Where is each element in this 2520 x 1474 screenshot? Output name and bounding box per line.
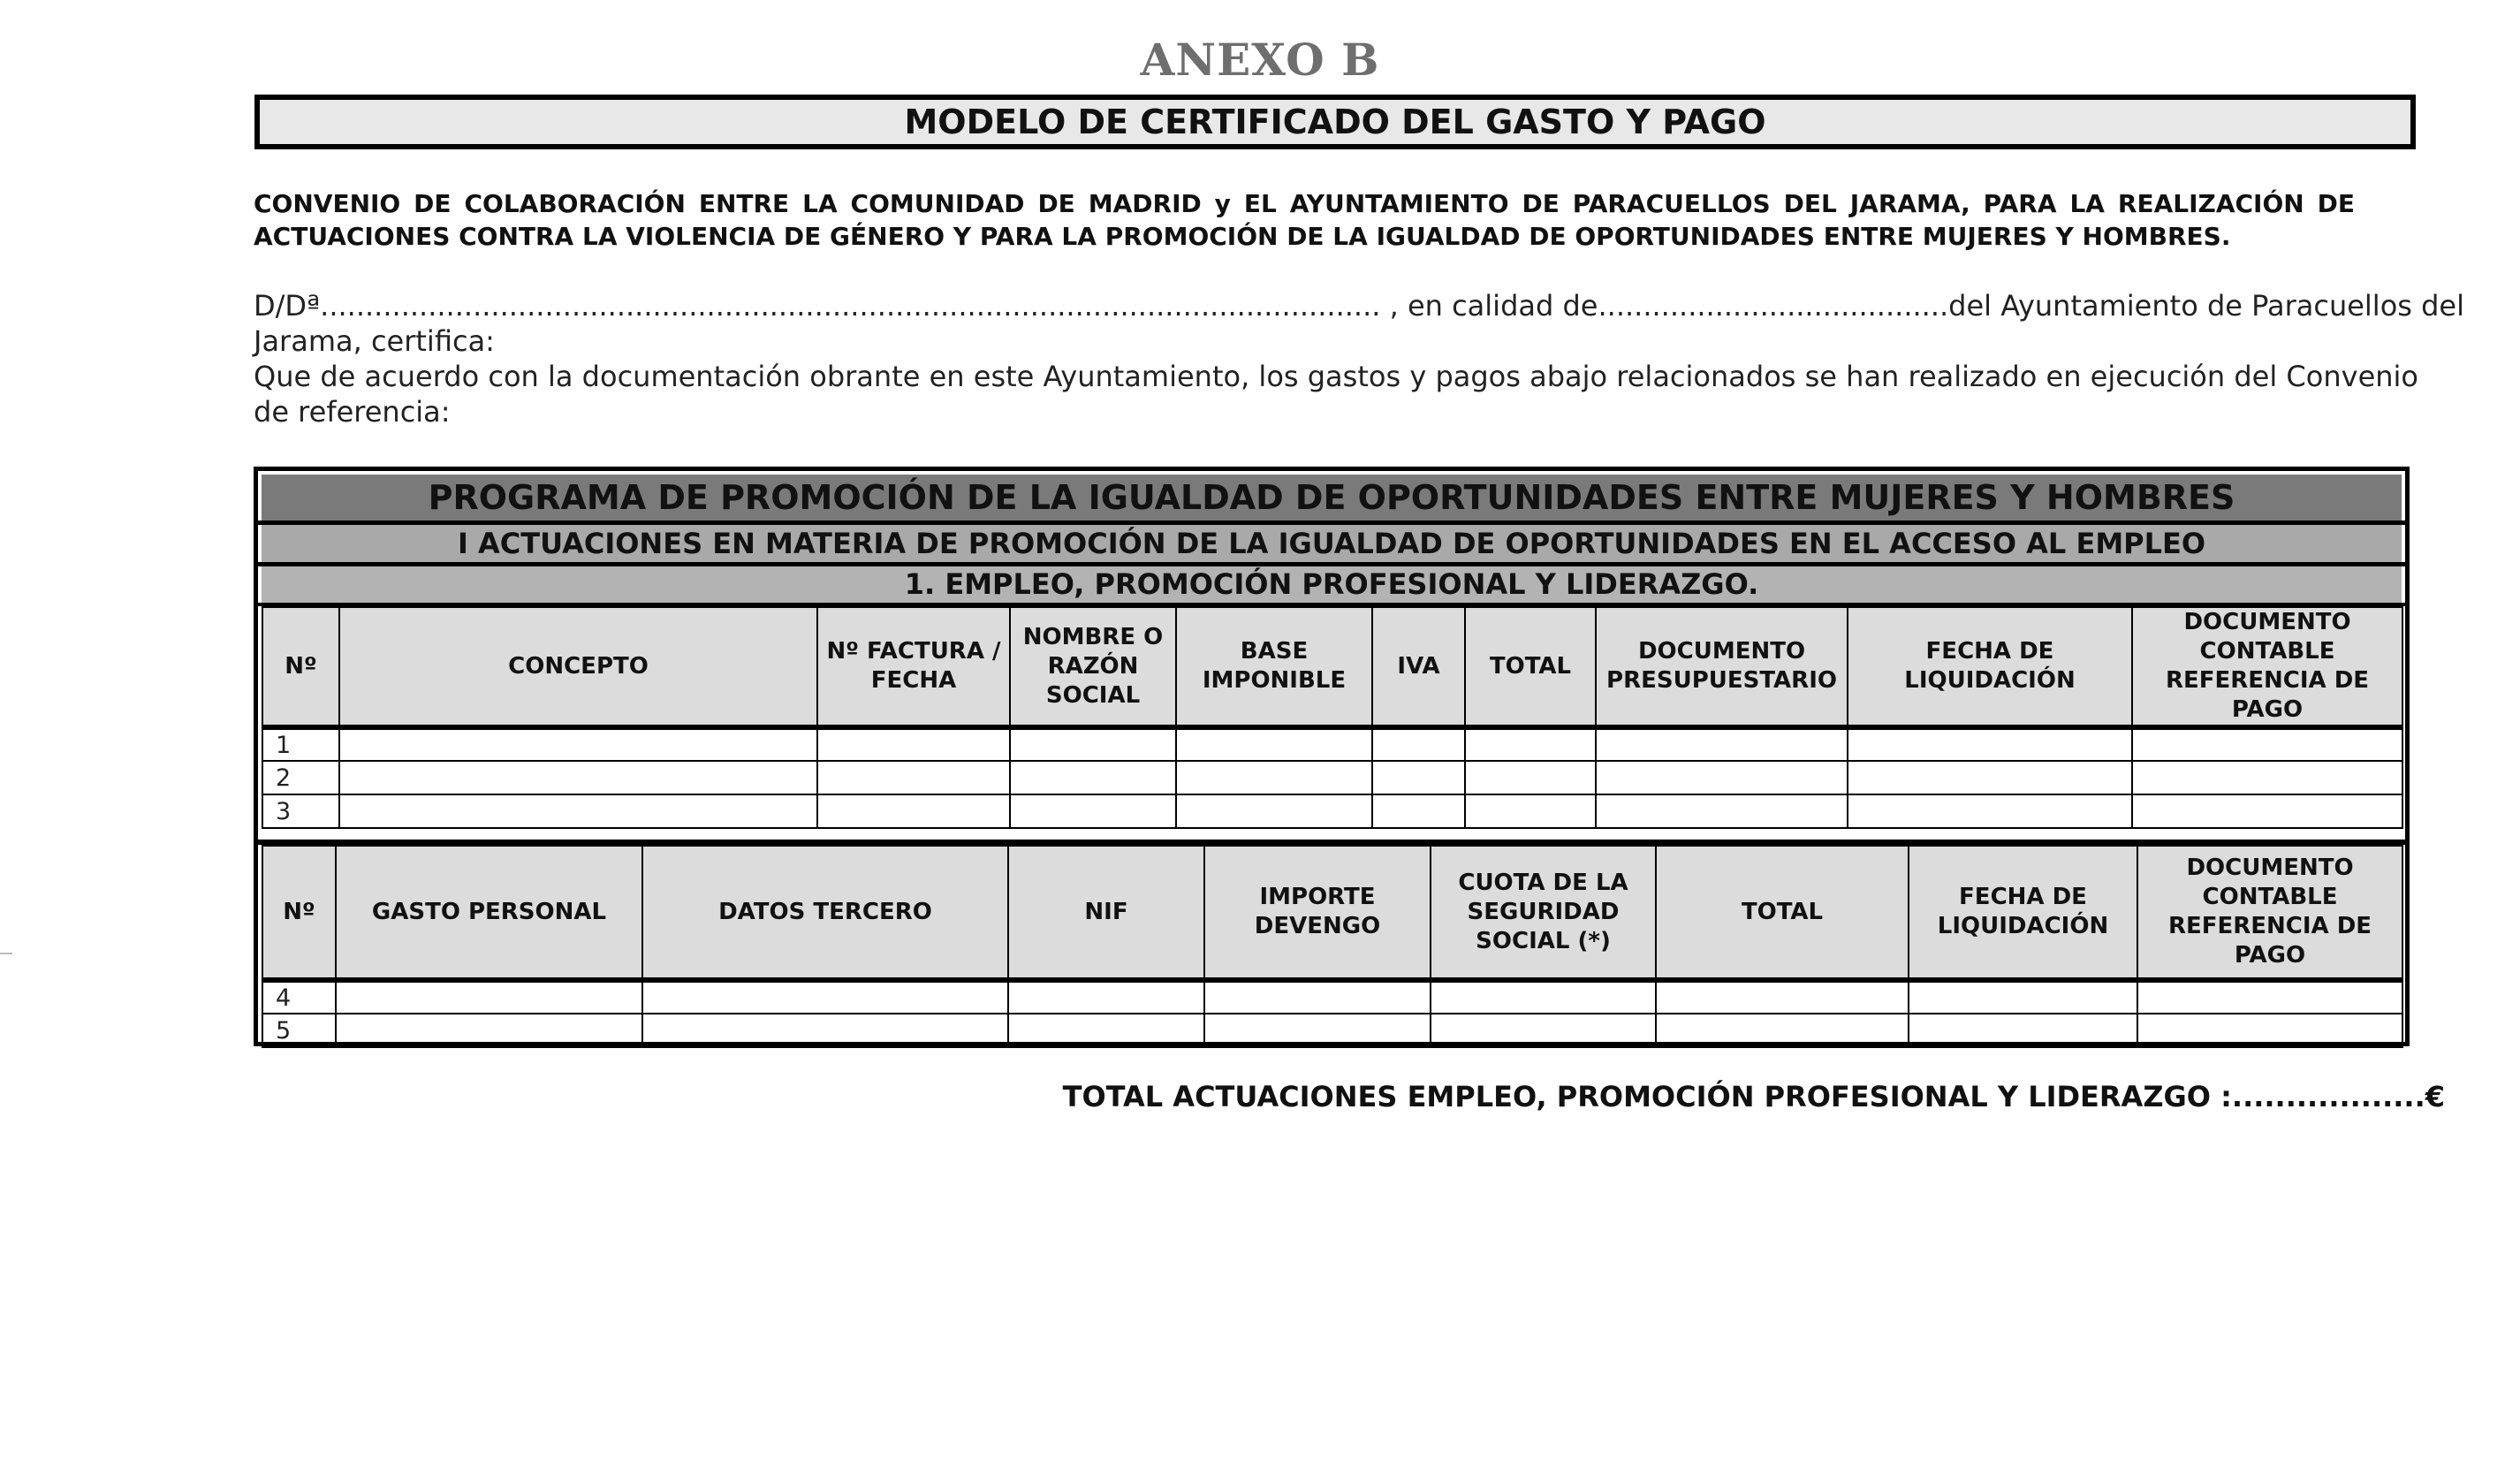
- factura-cell[interactable]: [817, 794, 1010, 828]
- header-gasto-personal: GASTO PERSONAL: [336, 846, 642, 980]
- empleo-band: 1. EMPLEO, PROMOCIÓN PROFESIONAL Y LIDERAZGO.: [262, 566, 2402, 603]
- factura-cell[interactable]: [817, 761, 1010, 794]
- header-fecha-liquidacion: FECHA DE LIQUIDACIÓN: [1848, 607, 2132, 727]
- row-number: 3: [262, 794, 339, 828]
- invoice-header-row: [262, 607, 2402, 727]
- header-nif: NIF: [1008, 846, 1204, 980]
- doc-presupuestario-cell[interactable]: [1596, 727, 1848, 761]
- doc-contable-cell[interactable]: [2132, 761, 2402, 794]
- model-title-box: MODELO DE CERTIFICADO DEL GASTO Y PAGO: [254, 95, 2416, 149]
- header-total: TOTAL: [1465, 607, 1596, 727]
- table-row: [262, 794, 2402, 828]
- header-numero: Nº: [262, 607, 339, 727]
- base-cell[interactable]: [1176, 794, 1372, 828]
- personnel-header-row: [262, 846, 2402, 980]
- doc-contable-cell[interactable]: [2132, 794, 2402, 828]
- base-cell[interactable]: [1176, 761, 1372, 794]
- concepto-cell[interactable]: [339, 794, 817, 828]
- row-number: 4: [262, 980, 336, 1014]
- certification-line-2: Jarama, certifica:: [254, 324, 495, 358]
- cuota-cell[interactable]: [1431, 980, 1656, 1014]
- concepto-cell[interactable]: [339, 761, 817, 794]
- nif-cell[interactable]: [1008, 1014, 1204, 1047]
- fecha-liquidacion-cell[interactable]: [1909, 980, 2137, 1014]
- row-number: 1: [262, 727, 339, 761]
- header-cuota-seguridad-social: CUOTA DE LA SEGURIDAD SOCIAL (*): [1431, 846, 1656, 980]
- total-cell[interactable]: [1465, 727, 1596, 761]
- expense-table: [254, 467, 2410, 1046]
- factura-cell[interactable]: [817, 727, 1010, 761]
- datos-tercero-cell[interactable]: [642, 1014, 1008, 1047]
- cuota-cell[interactable]: [1431, 1014, 1656, 1047]
- personnel-expense-grid: [262, 845, 2403, 1048]
- header-base-imponible: BASE IMPONIBLE: [1176, 607, 1372, 727]
- importe-devengo-cell[interactable]: [1204, 980, 1431, 1014]
- header-importe-devengo: IMPORTE DEVENGO: [1204, 846, 1431, 980]
- header-documento-contable: DOCUMENTO CONTABLE REFERENCIA DE PAGO: [2132, 607, 2402, 727]
- nif-cell[interactable]: [1008, 980, 1204, 1014]
- header-factura-fecha: Nº FACTURA / FECHA: [817, 607, 1010, 727]
- iva-cell[interactable]: [1372, 727, 1465, 761]
- nombre-cell[interactable]: [1010, 727, 1176, 761]
- header-fecha-liquidacion: FECHA DE LIQUIDACIÓN: [1909, 846, 2137, 980]
- header-numero: Nº: [262, 846, 336, 980]
- header-iva: IVA: [1372, 607, 1465, 727]
- header-documento-contable: DOCUMENTO CONTABLE REFERENCIA DE PAGO: [2137, 846, 2402, 980]
- fecha-liquidacion-cell[interactable]: [1848, 761, 2132, 794]
- nombre-cell[interactable]: [1010, 761, 1176, 794]
- importe-devengo-cell[interactable]: [1204, 1014, 1431, 1047]
- certification-line-1: D/Dª...................................................................................................................... , en calidad de.......................................del Ayuntamiento de Paracuellos del: [254, 289, 2464, 323]
- gasto-personal-cell[interactable]: [336, 980, 642, 1014]
- doc-contable-cell[interactable]: [2137, 980, 2402, 1014]
- table-row: [262, 761, 2402, 794]
- iva-cell[interactable]: [1372, 761, 1465, 794]
- datos-tercero-cell[interactable]: [642, 980, 1008, 1014]
- page-edge-marker: [0, 953, 12, 954]
- concepto-cell[interactable]: [339, 727, 817, 761]
- iva-cell[interactable]: [1372, 794, 1465, 828]
- program-band: PROGRAMA DE PROMOCIÓN DE LA IGUALDAD DE OPORTUNIDADES ENTRE MUJERES Y HOMBRES: [262, 475, 2402, 520]
- doc-contable-cell[interactable]: [2137, 1014, 2402, 1047]
- certification-line-3: Que de acuerdo con la documentación obrante en este Ayuntamiento, los gastos y pagos abajo relacionados se han realizado en ejecución del Convenio de referencia:: [254, 360, 2418, 429]
- nombre-cell[interactable]: [1010, 794, 1176, 828]
- doc-contable-cell[interactable]: [2132, 727, 2402, 761]
- fecha-liquidacion-cell[interactable]: [1909, 1014, 2137, 1047]
- fecha-liquidacion-cell[interactable]: [1848, 794, 2132, 828]
- header-concepto: CONCEPTO: [339, 607, 817, 727]
- total-cell[interactable]: [1465, 761, 1596, 794]
- convenio-heading: CONVENIO DE COLABORACIÓN ENTRE LA COMUNIDAD DE MADRID y EL AYUNTAMIENTO DE PARACUELLOS DEL JARAMA, PARA LA REALIZACIÓN DE ACTUACIONES CONTRA LA VIOLENCIA DE GÉNERO Y PARA LA PROMOCIÓN DE LA IGUALDAD DE OPORTUNIDADES ENTRE MUJERES Y HOMBRES.: [254, 189, 2355, 251]
- actuaciones-band: I ACTUACIONES EN MATERIA DE PROMOCIÓN DE LA IGUALDAD DE OPORTUNIDADES EN EL ACCESO AL EMPLEO: [262, 525, 2402, 562]
- doc-presupuestario-cell[interactable]: [1596, 761, 1848, 794]
- annex-title: ANEXO B: [1140, 34, 1380, 86]
- doc-presupuestario-cell[interactable]: [1596, 794, 1848, 828]
- fecha-liquidacion-cell[interactable]: [1848, 727, 2132, 761]
- header-total: TOTAL: [1656, 846, 1909, 980]
- total-actuaciones-line: TOTAL ACTUACIONES EMPLEO, PROMOCIÓN PROFESIONAL Y LIDERAZGO :..................€: [1062, 1080, 2445, 1113]
- header-documento-presupuestario: DOCUMENTO PRESUPUESTARIO: [1596, 607, 1848, 727]
- base-cell[interactable]: [1176, 727, 1372, 761]
- table-row: [262, 727, 2402, 761]
- row-number: 5: [262, 1014, 336, 1047]
- table-row: [262, 1014, 2402, 1047]
- row-number: 2: [262, 761, 339, 794]
- header-datos-tercero: DATOS TERCERO: [642, 846, 1008, 980]
- total-cell[interactable]: [1465, 794, 1596, 828]
- gasto-personal-cell[interactable]: [336, 1014, 642, 1047]
- total-cell[interactable]: [1656, 1014, 1909, 1047]
- invoice-expense-grid: [262, 606, 2403, 829]
- header-nombre-razon-social: NOMBRE O RAZÓN SOCIAL: [1010, 607, 1176, 727]
- table-row: [262, 980, 2402, 1014]
- total-cell[interactable]: [1656, 980, 1909, 1014]
